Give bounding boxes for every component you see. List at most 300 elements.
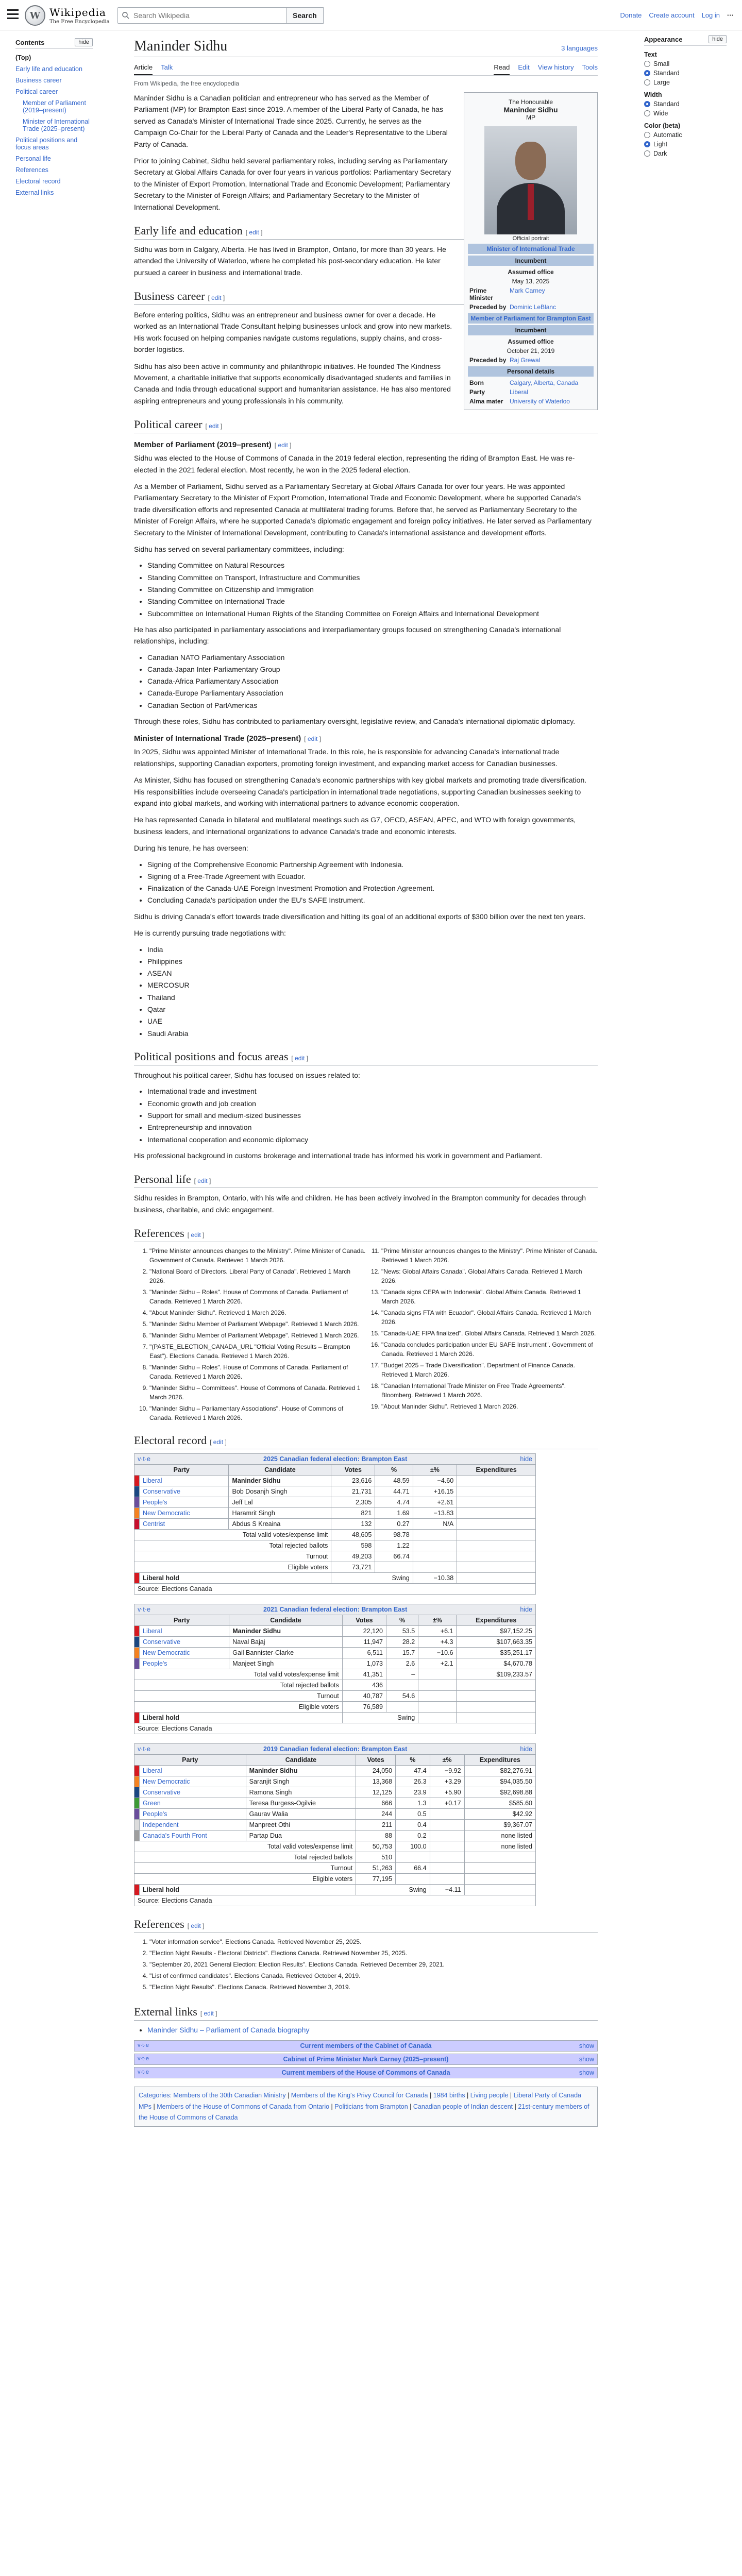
category-link[interactable]: 1984 births <box>433 2092 465 2099</box>
create-account-link[interactable]: Create account <box>649 11 695 19</box>
tab-tools[interactable]: Tools <box>582 63 598 71</box>
party-color-swatch <box>134 1518 140 1529</box>
party-cell[interactable]: Liberal <box>140 1475 229 1486</box>
personal-text: Sidhu resides in Brampton, Ontario, with his wife and children. He has been actively involved in the Brampton community for decades through business, charitable, and civic engagement. <box>134 1194 586 1214</box>
radio-icon[interactable] <box>644 110 650 116</box>
party-cell[interactable]: New Democratic <box>140 1647 229 1658</box>
category-link[interactable]: Canadian people of Indian descent <box>413 2103 513 2110</box>
category-link[interactable]: Living people <box>470 2092 509 2099</box>
alma-mater-value[interactable]: University of Waterloo <box>510 398 570 405</box>
percent-cell: 47.4 <box>396 1765 430 1776</box>
party-cell[interactable]: People's <box>140 1497 229 1507</box>
totals-percent: 1.22 <box>375 1540 413 1551</box>
reference-item: 11. "Prime Minister announces changes to the Ministry". Prime Minister of Canada. Retrieved 1 March 2026. <box>381 1246 598 1265</box>
assoc-outro: Through these roles, Sidhu has contributed to parliamentary oversight, legislative review, and Canada's international diplomatic diplomacy. <box>134 717 576 726</box>
search-input[interactable] <box>132 11 282 20</box>
totals-row <box>134 1690 536 1701</box>
radio-option[interactable] <box>644 141 727 148</box>
candidate-cell: Maninder Sidhu <box>246 1765 356 1776</box>
totals-percent: 98.78 <box>375 1529 413 1540</box>
appearance-hide-button[interactable]: hide <box>709 35 727 43</box>
radio-option[interactable] <box>644 110 727 117</box>
reference-item: 19. "About Maninder Sidhu". Retrieved 1 March 2026. <box>381 1402 598 1411</box>
radio-option[interactable] <box>644 79 727 86</box>
totals-change <box>418 1680 457 1690</box>
born-value[interactable]: Calgary, Alberta, Canada <box>510 379 579 386</box>
table-source[interactable]: Source: Elections Canada <box>134 1583 536 1594</box>
categories-label[interactable]: Categories: <box>139 2092 172 2099</box>
table-hide[interactable]: hide <box>520 1745 532 1753</box>
party-cell[interactable]: People's <box>140 1808 246 1819</box>
more-options-icon[interactable]: ··· <box>727 11 734 19</box>
party-cell[interactable]: Liberal <box>140 1625 229 1636</box>
totals-percent <box>375 1562 413 1572</box>
infobox <box>464 92 598 410</box>
expenditure-cell: $92,698.88 <box>464 1787 535 1798</box>
radio-icon[interactable] <box>644 141 650 147</box>
radio-icon[interactable] <box>644 101 650 107</box>
preceded-link-2[interactable]: Raj Grewal <box>510 357 541 364</box>
candidate-cell: Gaurav Walia <box>246 1808 356 1819</box>
change-cell: −10.6 <box>418 1647 457 1658</box>
totals-votes: 49,203 <box>331 1551 375 1562</box>
expenditure-cell: $35,251.17 <box>457 1647 536 1658</box>
references2-list <box>134 1937 598 1994</box>
totals-votes: 436 <box>342 1680 386 1690</box>
radio-label: Light <box>653 141 668 148</box>
navbox-toggle[interactable]: show <box>579 2056 594 2063</box>
toc-item[interactable]: Minister of International Trade (2025–present) <box>23 118 90 132</box>
radio-icon[interactable] <box>644 132 650 138</box>
swing-value: −4.11 <box>430 1884 464 1895</box>
globe-icon: W <box>25 5 45 26</box>
navbox-vte[interactable]: v·t·e <box>138 2042 149 2049</box>
candidate-cell: Gail Bannister-Clarke <box>229 1647 342 1658</box>
external-heading: External links <box>134 2005 197 2018</box>
committees-list <box>134 560 598 618</box>
radio-option[interactable] <box>644 100 727 108</box>
mp-paragraph: As a Member of Parliament, Sidhu served as a Parliamentary Secretary at Global Affairs Canada for over four years. He was appointed Parliamentary Secretary to the Minister of Export Promotion, International Trade and Economic Development, where he supported Canada's trade diversification efforts and represented Canada at multilateral trading forums. Before that, he served as Parliamentary Secretary to the Minister of Foreign Affairs, where he supported Canada's diplomatic engagement and foreign policy initiatives. He later served as Parliamentary Secretary to the Minister of International Development, contributing to Canada's international assistance and development efforts. <box>134 482 592 537</box>
totals-expenditure <box>457 1690 536 1701</box>
totals-percent <box>386 1680 418 1690</box>
hold-label: Liberal hold <box>140 1572 331 1583</box>
intro-paragraph: Maninder Sidhu is a Canadian politician and entrepreneur who has served as the Member of Parliament (MP) for Brampton East since 2019. A member of the Liberal Party of Canada, he has served as Canada's Minister of International Trade since 2025. Currently, he serves as the Campaign Co-Chair for the Liberal Party of Canada and the Leader's Representative to the Liberal Party of Canada. <box>134 94 448 148</box>
votes-cell: 21,731 <box>331 1486 375 1497</box>
totals-percent <box>386 1701 418 1712</box>
toc-item[interactable]: Business career <box>15 77 62 84</box>
party-cell[interactable]: Canada's Fourth Front <box>140 1830 246 1841</box>
percent-cell: 0.27 <box>375 1518 413 1529</box>
party-color-swatch <box>134 1625 140 1636</box>
party-cell[interactable]: Green <box>140 1798 246 1808</box>
page-title-row <box>134 38 598 57</box>
swing-label[interactable]: Swing <box>356 1884 430 1895</box>
search-field-wrapper <box>117 7 286 24</box>
radio-option[interactable] <box>644 60 727 67</box>
table-row <box>134 1808 536 1819</box>
votes-cell: 211 <box>356 1819 396 1830</box>
party-color-swatch <box>134 1497 140 1507</box>
totals-expenditure <box>457 1540 536 1551</box>
edit-section-link[interactable]: [ edit ] <box>210 1438 227 1446</box>
totals-votes: 50,753 <box>356 1841 396 1852</box>
column-header: Party <box>134 1464 229 1475</box>
edit-section-link[interactable]: [ edit ] <box>187 1231 205 1239</box>
toc-item[interactable]: Member of Parliament (2019–present) <box>23 99 86 114</box>
votes-cell: 24,050 <box>356 1765 396 1776</box>
reference-item: 9. "Maninder Sidhu – Committees". House of Commons of Canada. Retrieved 1 March 2026. <box>149 1383 366 1402</box>
swing-label[interactable]: Swing <box>331 1572 413 1583</box>
totals-votes: 40,787 <box>342 1690 386 1701</box>
toc-item[interactable]: Political positions and focus areas <box>15 137 78 151</box>
table-caption[interactable]: 2019 Canadian federal election: Brampton East <box>263 1745 408 1753</box>
tab-article[interactable]: Article <box>134 60 153 75</box>
party-value[interactable]: Liberal <box>510 388 529 396</box>
toc-item[interactable]: (Top) <box>15 54 31 61</box>
table-caption[interactable]: 2021 Canadian federal election: Brampton East <box>263 1605 408 1613</box>
swing-value: −10.38 <box>413 1572 457 1583</box>
toc-item[interactable]: References <box>15 166 48 174</box>
table-vte[interactable]: v·t·e <box>138 1455 150 1463</box>
totals-votes: 510 <box>356 1852 396 1862</box>
radio-icon[interactable] <box>644 150 650 157</box>
navbox-toggle[interactable]: show <box>579 2069 594 2077</box>
business-paragraph: Sidhu has also been active in community and philanthropic initiatives. He founded The Kindness Movement, a charitable initiative that supports economically disadvantaged students and families in Canada and India through educational support and humanitarian assistance. He has also mentored aspiring entrepreneurs and young professionals in his community. <box>134 362 451 405</box>
assumed-office-label: Assumed office <box>508 268 554 276</box>
votes-cell: 1,073 <box>342 1658 386 1669</box>
table-of-contents <box>15 38 93 198</box>
tab-read[interactable]: Read <box>494 60 510 75</box>
navbox-toggle[interactable]: show <box>579 2042 594 2050</box>
page-title: Maninder Sidhu <box>134 38 228 54</box>
references2-heading: References <box>134 1917 184 1930</box>
edit-section-link[interactable]: [ edit ] <box>274 442 292 449</box>
category-link[interactable]: 21st-century members of the House of Commons of Canada <box>139 2103 589 2121</box>
election-table <box>134 1453 536 1595</box>
party-color-swatch <box>134 1808 140 1819</box>
expenditure-cell: $107,663.35 <box>457 1636 536 1647</box>
party-cell[interactable]: People's <box>140 1658 229 1669</box>
toc-hide-button[interactable]: hide <box>75 38 93 46</box>
party-cell[interactable]: Independent <box>140 1819 246 1830</box>
toc-item[interactable]: Electoral record <box>15 178 61 185</box>
totals-percent: 66.74 <box>375 1551 413 1562</box>
personal-tools <box>620 11 734 19</box>
list-item: • MERCOSUR <box>147 980 598 990</box>
table-row <box>134 1830 536 1841</box>
infobox-office-2[interactable]: Member of Parliament for Brampton East <box>468 313 594 324</box>
category-link[interactable]: Members of the King's Privy Council for Canada <box>291 2092 428 2099</box>
party-cell[interactable]: New Democratic <box>140 1507 229 1518</box>
totals-change <box>418 1701 457 1712</box>
expenditure-cell: $42.92 <box>464 1808 535 1819</box>
section-heading <box>134 2005 598 2021</box>
totals-change <box>413 1551 457 1562</box>
list-item: • Standing Committee on International Trade <box>147 596 598 606</box>
section-heading <box>134 418 598 433</box>
votes-cell: 12,125 <box>356 1787 396 1798</box>
radio-label: Standard <box>653 70 680 77</box>
table-vte[interactable]: v·t·e <box>138 1745 150 1753</box>
tab-view-history[interactable]: View history <box>537 63 574 71</box>
radio-option[interactable] <box>644 70 727 77</box>
navbox-vte[interactable]: v·t·e <box>138 2069 149 2076</box>
column-header: Votes <box>356 1754 396 1765</box>
totals-votes: 76,589 <box>342 1701 386 1712</box>
login-link[interactable]: Log in <box>701 11 720 19</box>
text-size-options <box>644 60 727 86</box>
section-heading <box>134 1173 598 1188</box>
electoral-heading: Electoral record <box>134 1433 207 1447</box>
tagline: The Free Encyclopedia <box>49 19 110 25</box>
edit-section-link[interactable]: [ edit ] <box>245 228 263 236</box>
oversee-intro: During his tenure, he has overseen: <box>134 844 248 853</box>
main-menu-icon[interactable] <box>7 9 19 20</box>
toc-item[interactable]: Early life and education <box>15 65 82 73</box>
party-color-swatch <box>134 1636 140 1647</box>
totals-expenditure <box>457 1680 536 1690</box>
search-icon <box>122 12 129 19</box>
toc-item[interactable]: Personal life <box>15 155 51 162</box>
totals-label: Total valid votes/expense limit <box>134 1529 331 1540</box>
political-heading: Political career <box>134 418 203 431</box>
candidate-cell: Maninder Sidhu <box>229 1475 331 1486</box>
tab-edit[interactable]: Edit <box>518 63 530 71</box>
candidate-cell: Jeff Lal <box>229 1497 331 1507</box>
category-link[interactable]: Members of the 30th Canadian Ministry <box>173 2092 286 2099</box>
personal-details-header: Personal details <box>468 366 594 377</box>
percent-cell: 1.3 <box>396 1798 430 1808</box>
reference-item: 12. "News: Global Affairs Canada". Global Affairs Canada. Retrieved 1 March 2026. <box>381 1267 598 1285</box>
alma-mater-label: Alma mater <box>469 398 503 405</box>
associations-list <box>134 652 598 710</box>
category-link[interactable]: Members of the House of Commons of Canada from Ontario <box>157 2103 330 2110</box>
expenditure-cell <box>457 1475 536 1486</box>
table-row <box>134 1798 536 1808</box>
percent-cell: 0.4 <box>396 1819 430 1830</box>
external-links-list <box>134 2025 598 2035</box>
party-cell[interactable]: Conservative <box>140 1787 246 1798</box>
pm-link[interactable]: Mark Carney <box>510 287 545 294</box>
change-cell <box>430 1808 464 1819</box>
reference-item: 13. "Canada signs CEPA with Indonesia". Global Affairs Canada. Retrieved 1 March 2026. <box>381 1287 598 1306</box>
totals-percent: 100.0 <box>396 1841 430 1852</box>
party-color-swatch <box>134 1776 140 1787</box>
toc-item[interactable]: Political career <box>15 88 58 95</box>
change-cell: −9.92 <box>430 1765 464 1776</box>
edit-section-link[interactable]: [ edit ] <box>208 294 225 302</box>
reference-item: 4. "About Maninder Sidhu". Retrieved 1 March 2026. <box>149 1308 366 1317</box>
expenditure-cell: $4,670.78 <box>457 1658 536 1669</box>
infobox-office-1[interactable]: Minister of International Trade <box>468 244 594 254</box>
radio-option[interactable] <box>644 131 727 139</box>
column-header: % <box>396 1754 430 1765</box>
navbox-title[interactable]: Cabinet of Prime Minister Mark Carney (2025–present) <box>283 2056 449 2063</box>
expenditure-cell <box>457 1518 536 1529</box>
column-header: Expenditures <box>457 1615 536 1625</box>
article <box>134 31 598 2127</box>
reference-item: 10. "Maninder Sidhu – Parliamentary Associations". House of Commons of Canada. Retrieved 1 March 2026. <box>149 1404 366 1422</box>
totals-expenditure <box>464 1862 535 1873</box>
edit-section-link[interactable]: [ edit ] <box>187 1922 205 1929</box>
edit-section-link[interactable]: [ edit ] <box>205 422 223 430</box>
candidate-cell: Teresa Burgess-Ogilvie <box>246 1798 356 1808</box>
totals-percent <box>396 1852 430 1862</box>
table-row <box>134 1486 536 1497</box>
percent-cell: 0.2 <box>396 1830 430 1841</box>
committees-intro: Sidhu has served on several parliamentary committees, including: <box>134 545 344 553</box>
totals-label: Total rejected ballots <box>134 1852 356 1862</box>
reference-item: 3. "September 20, 2021 General Election: Election Results". Elections Canada. Retrieved December 29, 2021. <box>149 1960 598 1969</box>
radio-icon[interactable] <box>644 70 650 76</box>
change-cell: +2.1 <box>418 1658 457 1669</box>
edit-section-link[interactable]: [ edit ] <box>291 1054 309 1062</box>
list-item: • International cooperation and economic diplomacy <box>147 1134 598 1145</box>
column-header: Candidate <box>229 1464 331 1475</box>
edit-section-link[interactable]: [ edit ] <box>304 735 321 743</box>
preceded-link[interactable]: Dominic LeBlanc <box>510 303 556 311</box>
edit-section-link[interactable]: [ edit ] <box>200 2009 217 2017</box>
change-cell: +6.1 <box>418 1625 457 1636</box>
category-link[interactable]: Politicians from Brampton <box>334 2103 408 2110</box>
search-button[interactable]: Search <box>286 7 324 24</box>
column-header: Votes <box>342 1615 386 1625</box>
totals-change <box>413 1529 457 1540</box>
assumed-office-label-2: Assumed office <box>508 338 554 345</box>
edit-section-link[interactable]: [ edit ] <box>194 1177 211 1185</box>
candidate-cell: Ramona Singh <box>246 1787 356 1798</box>
radio-icon[interactable] <box>644 61 650 67</box>
positions-intro: Throughout his political career, Sidhu has focused on issues related to: <box>134 1071 360 1079</box>
assoc-intro: He has also participated in parliamentary associations and interparliamentary groups focused on strengthening Canada's international relationships, including: <box>134 625 561 646</box>
candidate-cell: Haramrit Singh <box>229 1507 331 1518</box>
early-life-text: Sidhu was born in Calgary, Alberta. He has lived in Brampton, Ontario, for more than 30 years. He attended the University of Waterloo, where he completed his post-secondary education. He later pursued a career in business and international trade. <box>134 245 446 277</box>
minister-paragraph: As Minister, Sidhu has focused on strengthening Canada's economic partnerships with key global markets and promoting trade diversification. His responsibilities include overseeing Canada's participation in international trade negotiations, supporting Canadian businesses seeking to expand into global markets, and working with international partners to advance economic cooperation. <box>134 776 587 808</box>
party-color-swatch <box>134 1830 140 1841</box>
party-cell[interactable]: Conservative <box>140 1486 229 1497</box>
reference-item: 5. "Maninder Sidhu Member of Parliament Webpage". Retrieved 1 March 2026. <box>149 1319 366 1329</box>
totals-label: Turnout <box>134 1862 356 1873</box>
table-vte[interactable]: v·t·e <box>138 1605 150 1613</box>
official-portrait[interactable] <box>484 126 577 234</box>
table-row <box>134 1658 536 1669</box>
infobox-postnominal: MP <box>526 114 535 121</box>
table-source[interactable]: Source: Elections Canada <box>134 1723 536 1734</box>
totals-row <box>134 1701 536 1712</box>
table-hide[interactable]: hide <box>520 1455 532 1463</box>
list-item: • Canadian Section of ParlAmericas <box>147 700 598 710</box>
positions-heading: Political positions and focus areas <box>134 1049 289 1063</box>
change-cell: +0.17 <box>430 1798 464 1808</box>
incumbent-label-2: Incumbent <box>468 325 594 335</box>
party-color-swatch <box>134 1798 140 1808</box>
party-cell[interactable]: Conservative <box>140 1636 229 1647</box>
navbox <box>134 2040 598 2052</box>
list-item: • Signing of a Free-Trade Agreement with Ecuador. <box>147 871 598 882</box>
list-item: • Standing Committee on Transport, Infrastructure and Communities <box>147 572 598 583</box>
toc-item[interactable]: External links <box>15 189 54 196</box>
totals-label: Eligible voters <box>134 1873 356 1884</box>
votes-cell: 666 <box>356 1798 396 1808</box>
list-item: • Philippines <box>147 956 598 967</box>
party-cell[interactable]: Liberal <box>140 1765 246 1776</box>
language-button[interactable]: 3 languages <box>561 44 598 52</box>
navbox-title[interactable]: Current members of the Cabinet of Canada <box>300 2042 432 2050</box>
percent-cell: 53.5 <box>386 1625 418 1636</box>
totals-row <box>134 1551 536 1562</box>
personal-heading: Personal life <box>134 1173 191 1186</box>
totals-expenditure <box>457 1529 536 1540</box>
table-source[interactable]: Source: Elections Canada <box>134 1895 536 1906</box>
table-caption[interactable]: 2025 Canadian federal election: Brampton East <box>263 1455 408 1463</box>
votes-cell: 2,305 <box>331 1497 375 1507</box>
navbox-title[interactable]: Current members of the House of Commons of Canada <box>281 2069 450 2077</box>
swing-label[interactable]: Swing <box>342 1712 418 1723</box>
tab-talk[interactable]: Talk <box>161 63 173 71</box>
navbox <box>134 2054 598 2065</box>
radio-label: Standard <box>653 100 680 108</box>
totals-votes: 51,263 <box>356 1862 396 1873</box>
column-header: Candidate <box>246 1754 356 1765</box>
business-heading: Business career <box>134 290 205 303</box>
totals-change <box>413 1540 457 1551</box>
percent-cell: 28.2 <box>386 1636 418 1647</box>
totals-row <box>134 1873 536 1884</box>
early-life-heading: Early life and education <box>134 224 243 237</box>
list-item: • Canadian NATO Parliamentary Association <box>147 652 598 663</box>
table-row <box>134 1507 536 1518</box>
expenditure-cell <box>457 1486 536 1497</box>
totals-change <box>430 1852 464 1862</box>
assumed-office-date: May 13, 2025 <box>512 278 550 285</box>
infobox-honorific: The Honourable <box>508 98 553 106</box>
totals-votes: 598 <box>331 1540 375 1551</box>
table-hide[interactable]: hide <box>520 1605 532 1613</box>
wikipedia-logo[interactable] <box>25 5 110 26</box>
category-link[interactable]: Liberal Party of Canada MPs <box>139 2092 581 2110</box>
radio-option[interactable] <box>644 150 727 157</box>
subsection-heading <box>134 440 598 449</box>
party-cell[interactable]: New Democratic <box>140 1776 246 1787</box>
column-header: ±% <box>418 1615 457 1625</box>
candidate-cell: Partap Dua <box>246 1830 356 1841</box>
header <box>0 0 742 31</box>
totals-row <box>134 1562 536 1572</box>
party-cell[interactable]: Centrist <box>140 1518 229 1529</box>
totals-label: Eligible voters <box>134 1562 331 1572</box>
section-heading <box>134 1050 598 1065</box>
percent-cell: 26.3 <box>396 1776 430 1787</box>
navbox-vte[interactable]: v·t·e <box>138 2056 149 2062</box>
donate-link[interactable]: Donate <box>620 11 642 19</box>
totals-row <box>134 1529 536 1540</box>
percent-cell: 44.71 <box>375 1486 413 1497</box>
radio-label: Small <box>653 60 670 67</box>
external-link[interactable]: Maninder Sidhu – Parliament of Canada biography <box>147 2025 310 2034</box>
totals-change <box>430 1873 464 1884</box>
change-cell: −13.83 <box>413 1507 457 1518</box>
list-item: • Qatar <box>147 1004 598 1014</box>
totals-row <box>134 1862 536 1873</box>
totals-percent <box>396 1873 430 1884</box>
votes-cell: 132 <box>331 1518 375 1529</box>
minister-heading: Minister of International Trade (2025–present) <box>134 734 301 743</box>
percent-cell: 4.74 <box>375 1497 413 1507</box>
radio-icon[interactable] <box>644 79 650 86</box>
change-cell: +4.3 <box>418 1636 457 1647</box>
totals-row <box>134 1669 536 1680</box>
positions-list <box>134 1086 598 1144</box>
